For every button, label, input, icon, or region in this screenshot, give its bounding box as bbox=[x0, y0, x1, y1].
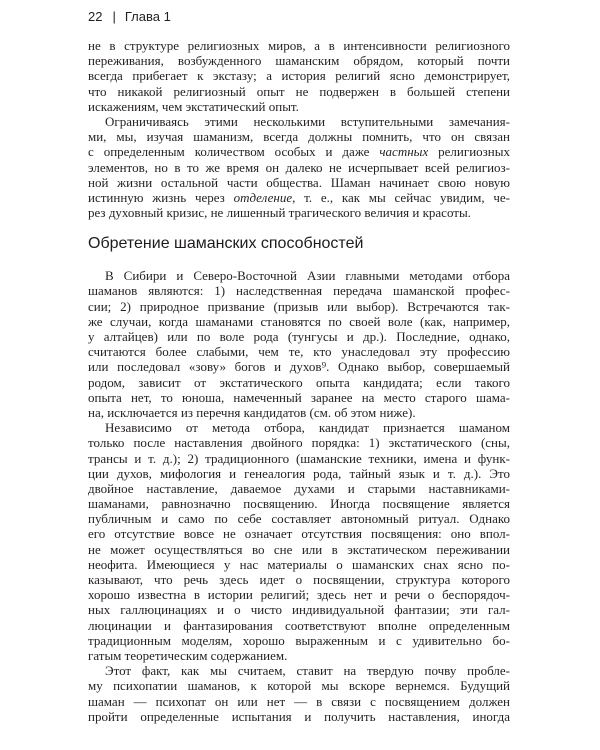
text-line: на, исключается из перечня кандидатов (см. об этом ниже). bbox=[88, 404, 416, 420]
emphasis-text: отделение bbox=[233, 189, 293, 205]
text-segment: , т. е., как мы сейчас увидим, че- bbox=[292, 189, 510, 205]
text-line: ной жизни остальной части общества. Шаман начинает свою новую bbox=[88, 174, 510, 190]
text-line: двойное наставление, даваемое духами и старыми наставниками- bbox=[88, 480, 510, 496]
text-line: хорошо известна в истории религий; здесь нет и речи о беспорядоч- bbox=[88, 587, 510, 603]
text-line: пройти определенные испытания и получить наставления, иногда bbox=[88, 708, 510, 724]
text-line: только после наставления двойного порядка: 1) экстатического (сны, bbox=[88, 435, 510, 451]
text-line bbox=[88, 190, 510, 205]
text-line: всегда прибегает к экстазу; а история религий ясно демонстрирует, bbox=[88, 68, 510, 84]
section-text bbox=[88, 268, 510, 724]
text-line: Ограничиваясь этими несколькими вступительными замечания- bbox=[105, 113, 510, 129]
text-line: шаман — психопат он или нет — в связи с посвящением должен bbox=[88, 693, 510, 709]
text-line: рез духовный кризис, не лишенный трагического величия и красоты. bbox=[88, 205, 471, 221]
text-line: Этот факт, как мы считаем, ставит на твердую почву пробле- bbox=[105, 663, 510, 679]
section-heading: Обретение шаманских способностей bbox=[88, 235, 364, 253]
text-line: ми, мы, изучая шаманизм, всегда должны помнить, что он связан bbox=[88, 129, 510, 145]
paragraph bbox=[88, 114, 510, 220]
text-segment: религиозных bbox=[428, 144, 510, 160]
running-head bbox=[88, 8, 171, 26]
text-line: опыта нет, то юноша, намеченный заранее на место старого шама- bbox=[88, 389, 510, 405]
text-line: считаются более слабыми, чем те, кто унаследовал эту профессию bbox=[88, 344, 510, 360]
text-line: трансы и т. д.); 2) традиционного (шаманские техники, имена и функ- bbox=[88, 450, 510, 466]
text-line: у алтайцев) или по воле рода (тунгусы и др.). Последние, однако, bbox=[88, 329, 510, 344]
text-line: ции духов, мифология и генеалогия рода, тайный язык и т. д.). Это bbox=[88, 465, 510, 481]
text-line: шаманами, равнозначно посвящению. Иногда посвящение является bbox=[88, 496, 510, 512]
paragraph bbox=[88, 268, 510, 420]
text-line: же случаи, когда шаманами становятся по своей воле (как, например, bbox=[88, 313, 510, 329]
text-line: неофита. Имеющиеся у нас материалы о шаманских снах ясно по- bbox=[88, 556, 510, 572]
text-line: что никакой религиозный опыт не подвержен в большей степени bbox=[88, 83, 510, 99]
text-line: сии; 2) природное призвание (призыв или выбор). Встречаются так- bbox=[88, 298, 510, 314]
paragraph bbox=[88, 38, 510, 114]
text-line: В Сибири и Северо-Восточной Азии главными методами отбора bbox=[105, 268, 510, 284]
text-line: переживания, возбужденного шаманским обрядом, который почти bbox=[88, 53, 510, 69]
text-line: люцинации и фантазирования соответствуют вполне определенным bbox=[88, 617, 510, 633]
chapter-title: Глава 1 bbox=[124, 9, 171, 24]
page-number: 22 bbox=[88, 9, 103, 24]
text-line: не в структуре религиозных миров, а в интенсивности религиозного bbox=[88, 38, 510, 53]
text-line: шаманов являются: 1) наследственная передача шаманской профес- bbox=[88, 283, 510, 299]
text-segment: истинную жизнь через bbox=[88, 189, 234, 205]
text-line: элементов, но в то же время он далеко не исчерпывает всей религиоз- bbox=[88, 159, 510, 175]
text-line: традиционным моделям, хорошо выраженным и с удивительно бо- bbox=[88, 632, 510, 648]
header-separator: | bbox=[112, 9, 116, 24]
text-line: гатым теоретическим содержанием. bbox=[88, 647, 288, 663]
text-line: казывают, что речь здесь идет о посвящении, структура которого bbox=[88, 572, 510, 587]
text-segment: с определенным количеством особых и даже bbox=[88, 144, 380, 160]
page-body bbox=[88, 38, 510, 724]
text-line: публичным и само по себе составляет автономный ритуал. Однако bbox=[88, 511, 510, 527]
paragraph bbox=[88, 420, 510, 663]
text-line: ных галлюцинациях и о чисто индивидуальной фантазии; эти гал- bbox=[88, 602, 510, 618]
text-line: му психопатии шаманов, к которой мы вскоре вернемся. Будущий bbox=[88, 678, 510, 694]
intro-text bbox=[88, 38, 510, 220]
text-line bbox=[88, 144, 510, 159]
text-line: его отсутствие вовсе не означает отсутствия посвящения: оно впол- bbox=[88, 526, 510, 542]
text-line: Независимо от метода отбора, кандидат признается шаманом bbox=[105, 420, 510, 436]
text-line: не может осуществляться во сне или в экстатическом переживании bbox=[88, 541, 510, 557]
text-line: искажениям, чем экстатический опыт. bbox=[88, 98, 299, 114]
text-line: или последовал «зову» богов и духов⁹. Однако выбор, совершаемый bbox=[88, 359, 510, 375]
emphasis-text: частных bbox=[379, 144, 429, 160]
text-line: родом, зависит от экстатического опыта кандидата; если такого bbox=[88, 374, 510, 390]
paragraph bbox=[88, 663, 510, 724]
